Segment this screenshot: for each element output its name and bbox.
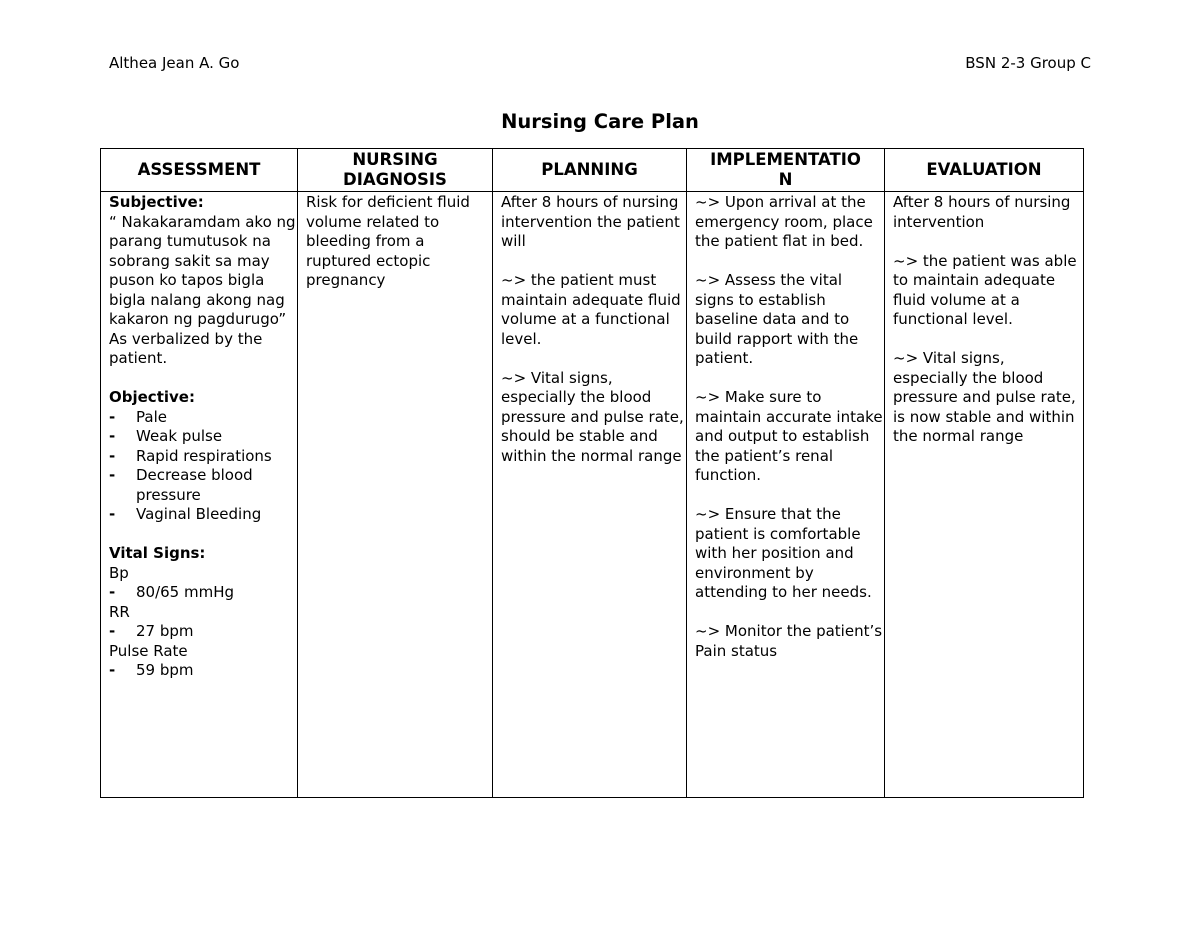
- class-section: BSN 2-3 Group C: [965, 54, 1091, 72]
- nursing-care-plan-table: [100, 148, 1084, 798]
- implementation-step-2: ~> Assess the vital signs to establish baseline data and to build rapport with the patient.: [695, 271, 859, 367]
- pulse-value: - 59 bpm: [109, 661, 194, 679]
- list-item: - Vaginal Bleeding: [109, 505, 262, 523]
- header-nursing-diagnosis: NURSING DIAGNOSIS: [298, 149, 493, 192]
- list-item: - Pale: [109, 407, 167, 426]
- table-header-row: [101, 149, 1084, 192]
- header-implementation: IMPLEMENTATIO N: [687, 149, 885, 192]
- assessment-cell: [101, 192, 298, 798]
- implementation-step-5: ~> Monitor the patient’s Pain status: [695, 622, 883, 660]
- list-item: - Weak pulse: [109, 427, 223, 445]
- page-title: Nursing Care Plan: [501, 110, 699, 133]
- diagnosis-cell: [298, 192, 493, 798]
- header-evaluation: EVALUATION: [885, 149, 1084, 192]
- objective-label: Objective:: [109, 388, 195, 406]
- subjective-text: “ Nakakaramdam ako ng parang tumutusok na sobrang sakit sa may puson ko tapos bigla bigla nalang akong nag kakaron ng pagdurugo” As verbalized by the patient.: [109, 212, 296, 367]
- bp-value: - 80/65 mmHg: [109, 583, 235, 601]
- bp-label: Bp: [109, 563, 129, 582]
- planning-goal-1: ~> the patient must maintain adequate fluid volume at a functional level.: [501, 271, 681, 348]
- diagnosis-text: Risk for deficient fluid volume related to bleeding from a ruptured ectopic pregnancy: [306, 193, 470, 289]
- planning-goal-2: ~> Vital signs, especially the blood pressure and pulse rate, should be stable and within the normal range: [501, 368, 684, 465]
- implementation-step-3: ~> Make sure to maintain accurate intake and output to establish the patient’s renal function.: [695, 388, 883, 484]
- evaluation-result-1: ~> the patient was able to maintain adequate fluid volume at a functional level.: [893, 251, 1077, 328]
- implementation-cell: [687, 192, 885, 798]
- rr-value: - 27 bpm: [109, 622, 194, 640]
- list-item: - Rapid respirations: [109, 446, 272, 465]
- pulse-label: Pulse Rate: [109, 641, 188, 660]
- planning-intro: After 8 hours of nursing intervention the patient will: [501, 193, 680, 250]
- implementation-step-1: ~> Upon arrival at the emergency room, place the patient flat in bed.: [695, 193, 873, 250]
- table-row: [101, 192, 1084, 798]
- evaluation-result-2: ~> Vital signs, especially the blood pressure and pulse rate, is now stable and within the normal range: [893, 349, 1076, 445]
- implementation-step-4: ~> Ensure that the patient is comfortable with her position and environment by attending to her needs.: [695, 505, 872, 601]
- student-name: Althea Jean A. Go: [109, 54, 240, 72]
- vital-signs-label: Vital Signs:: [109, 544, 206, 562]
- header-assessment: ASSESSMENT: [101, 149, 298, 192]
- subjective-label: Subjective:: [109, 193, 204, 211]
- planning-cell: [493, 192, 687, 798]
- objective-list: [109, 408, 297, 525]
- header-planning: PLANNING: [493, 149, 687, 192]
- evaluation-cell: [885, 192, 1084, 798]
- rr-label: RR: [109, 602, 130, 621]
- list-item: - Decrease blood pressure: [109, 466, 253, 504]
- evaluation-intro: After 8 hours of nursing intervention: [893, 193, 1071, 231]
